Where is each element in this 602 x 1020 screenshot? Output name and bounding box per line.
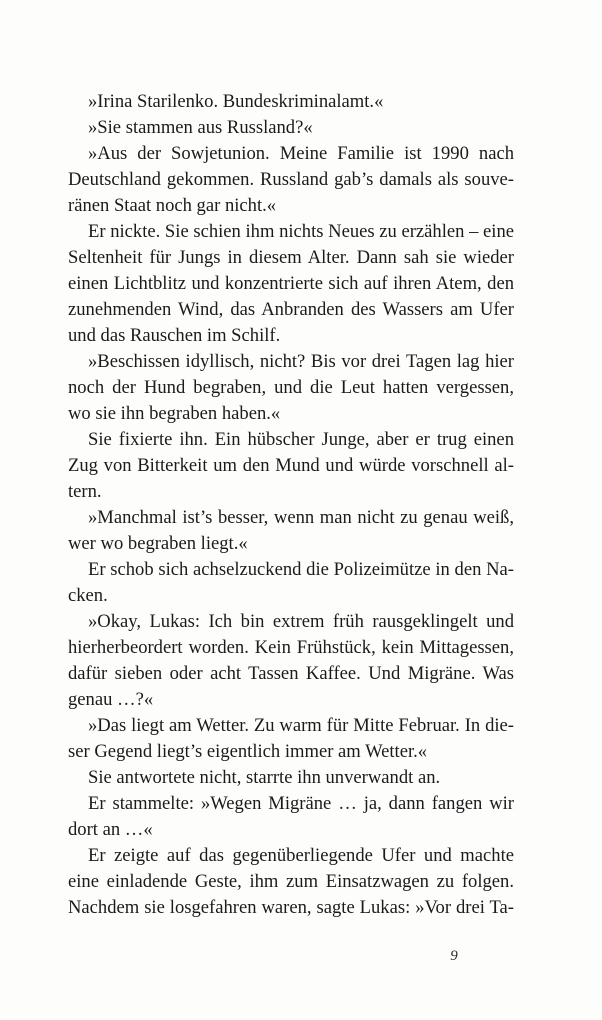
text-line: hierherbeordert worden. Kein Frühstück, kein Mittagessen, bbox=[68, 637, 514, 658]
text-line: Deutschland gekommen. Russland gab’s damals als souve- bbox=[68, 169, 514, 190]
text-line: cken. bbox=[68, 585, 108, 606]
text-line: Seltenheit für Jungs in diesem Alter. Dann sah sie wieder bbox=[68, 247, 514, 268]
text-line: Er schob sich achselzuckend die Polizeimütze in den Na- bbox=[88, 559, 514, 580]
text-line: Zug von Bitterkeit um den Mund und würde vorschnell al- bbox=[68, 455, 514, 476]
text-line: tern. bbox=[68, 481, 102, 502]
text-line: Er stammelte: »Wegen Migräne … ja, dann fangen wir bbox=[88, 793, 514, 814]
text-line: »Aus der Sowjetunion. Meine Familie ist 1990 nach bbox=[88, 143, 514, 164]
text-line: wo sie ihn begraben haben.« bbox=[68, 403, 281, 424]
page-number: 9 bbox=[450, 948, 458, 964]
text-line: »Sie stammen aus Russland?« bbox=[88, 117, 313, 138]
text-line: »Okay, Lukas: Ich bin extrem früh rausgeklingelt und bbox=[88, 611, 514, 632]
text-line: genau …?« bbox=[68, 689, 154, 710]
text-line: »Irina Starilenko. Bundeskriminalamt.« bbox=[88, 91, 384, 112]
text-line: »Das liegt am Wetter. Zu warm für Mitte Februar. In die- bbox=[88, 715, 514, 736]
text-line: Nachdem sie losgefahren waren, sagte Lukas: »Vor drei Ta- bbox=[68, 897, 514, 918]
body-text bbox=[68, 89, 514, 921]
text-line: zunehmenden Wind, das Anbranden des Wassers am Ufer bbox=[68, 299, 514, 320]
text-line: dort an …« bbox=[68, 819, 153, 840]
text-line: ränen Staat noch gar nicht.« bbox=[68, 195, 277, 216]
text-line: Er zeigte auf das gegenüberliegende Ufer und machte bbox=[88, 845, 514, 866]
text-line: Sie fixierte ihn. Ein hübscher Junge, aber er trug einen bbox=[88, 429, 514, 450]
text-line: wer wo begraben liegt.« bbox=[68, 533, 248, 554]
text-line: ser Gegend liegt’s eigentlich immer am Wetter.« bbox=[68, 741, 428, 762]
text-line: und das Rauschen im Schilf. bbox=[68, 325, 281, 346]
text-line: eine einladende Geste, ihm zum Einsatzwagen zu folgen. bbox=[68, 871, 514, 892]
text-line: »Manchmal ist’s besser, wenn man nicht zu genau weiß, bbox=[88, 507, 514, 528]
text-line: noch der Hund begraben, und die Leut hatten vergessen, bbox=[68, 377, 514, 398]
text-line: »Beschissen idyllisch, nicht? Bis vor drei Tagen lag hier bbox=[88, 351, 514, 372]
text-line: einen Lichtblitz und konzentrierte sich auf ihren Atem, den bbox=[68, 273, 514, 294]
text-line: Sie antwortete nicht, starrte ihn unverwandt an. bbox=[88, 767, 441, 788]
text-line: dafür sieben oder acht Tassen Kaffee. Und Migräne. Was bbox=[68, 663, 514, 684]
text-line: Er nickte. Sie schien ihm nichts Neues zu erzählen – eine bbox=[88, 221, 514, 242]
